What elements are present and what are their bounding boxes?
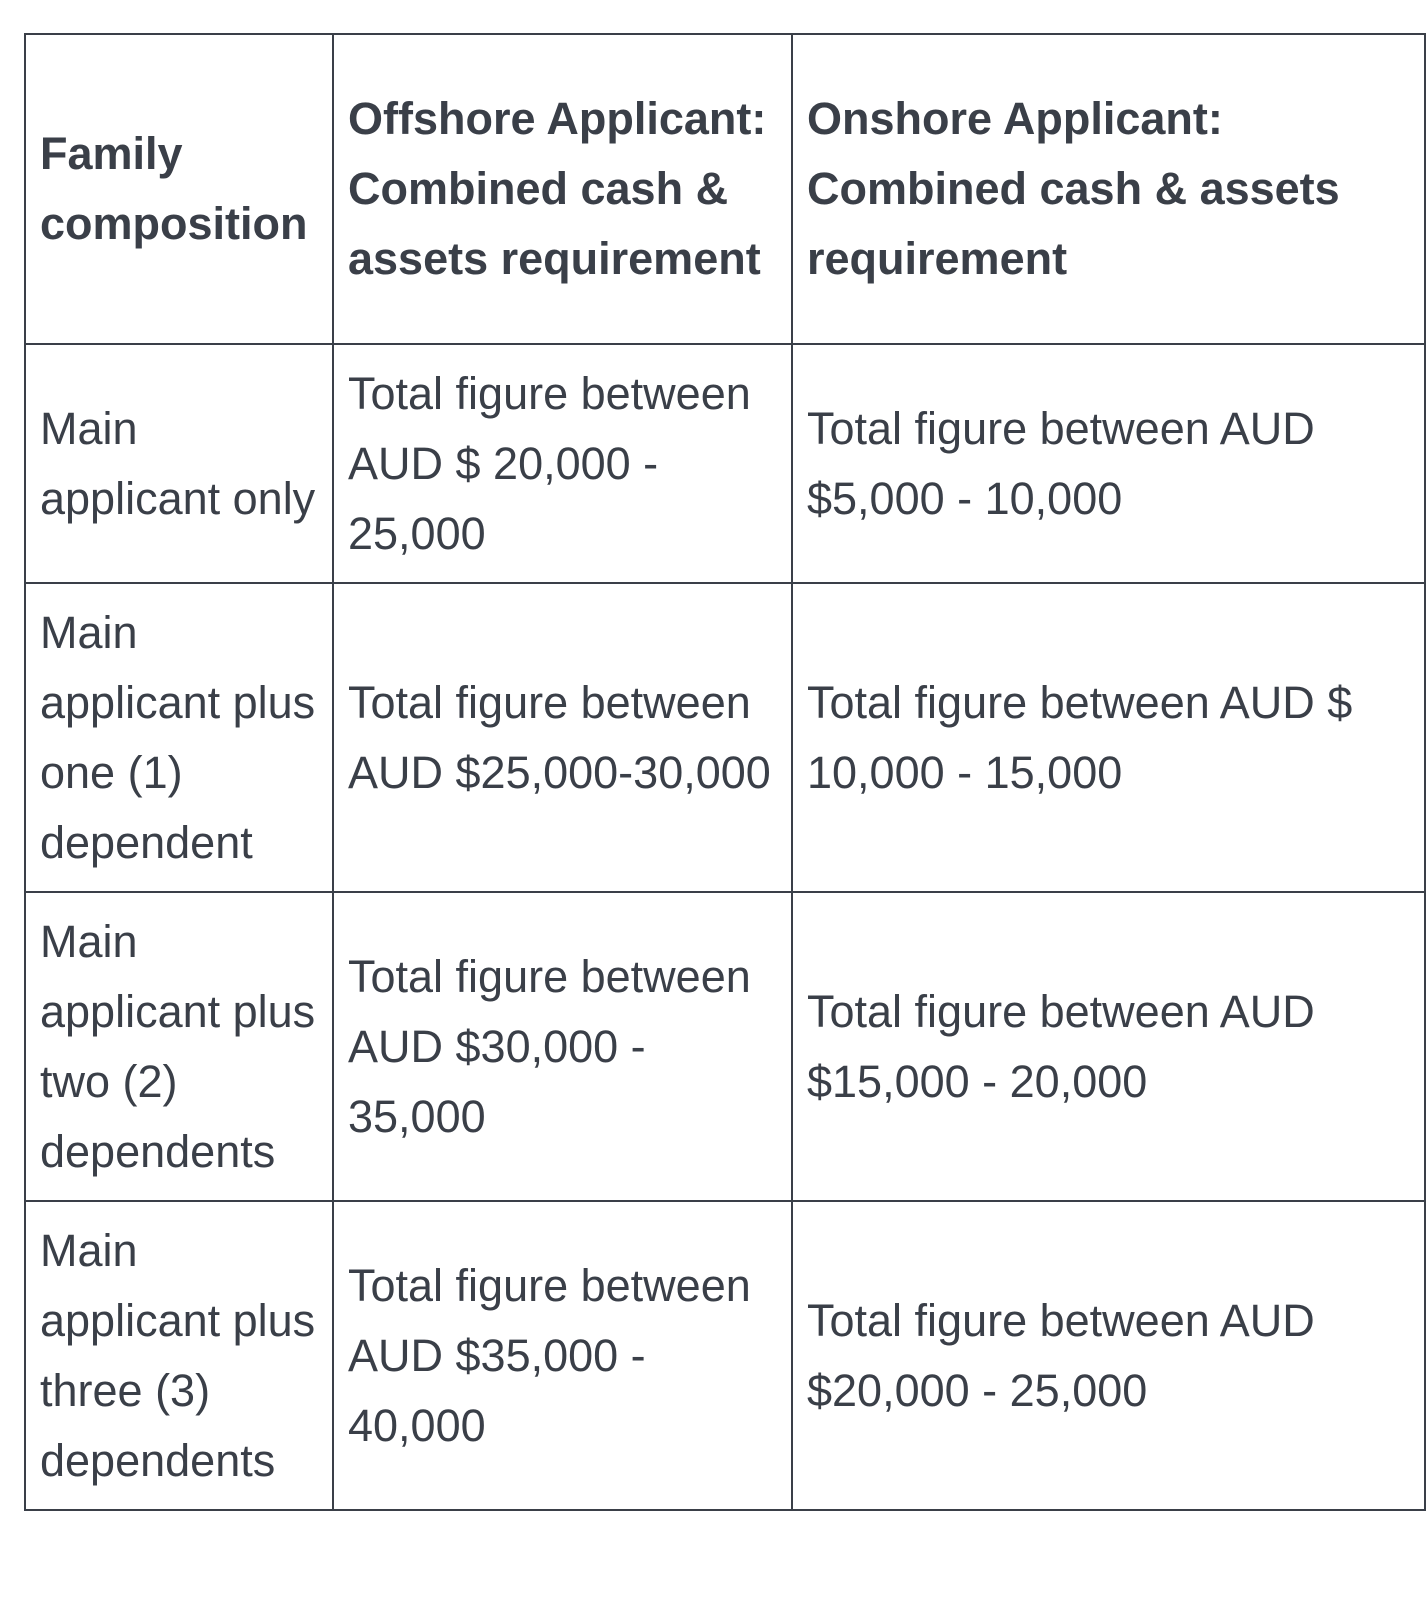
offshore-requirement-cell: Total figure between AUD $ 20,000 - 25,000: [333, 344, 792, 583]
offshore-requirement-cell: Total figure between AUD $35,000 - 40,000: [333, 1201, 792, 1510]
family-composition-cell: Main applicant plus three (3) dependents: [25, 1201, 333, 1510]
table-body: [25, 344, 1425, 1510]
family-composition-cell: Main applicant only: [25, 344, 333, 583]
table-row: [25, 1201, 1425, 1510]
onshore-requirement-cell: Total figure between AUD $5,000 - 10,000: [792, 344, 1425, 583]
table-row: [25, 892, 1425, 1201]
table-viewport[interactable]: [24, 33, 1353, 1583]
header-offshore-applicant: Offshore Applicant: Combined cash & assets requirement: [333, 34, 792, 344]
header-onshore-applicant: Onshore Applicant: Combined cash & assets requirement: [792, 34, 1425, 344]
header-family-composition: Family composition: [25, 34, 333, 344]
onshore-requirement-cell: Total figure between AUD $20,000 - 25,000: [792, 1201, 1425, 1510]
requirements-table: [24, 33, 1426, 1511]
family-composition-cell: Main applicant plus two (2) dependents: [25, 892, 333, 1201]
table-row: [25, 344, 1425, 583]
onshore-requirement-cell: Total figure between AUD $ 10,000 - 15,000: [792, 583, 1425, 892]
offshore-requirement-cell: Total figure between AUD $30,000 - 35,000: [333, 892, 792, 1201]
table-header: [25, 34, 1425, 344]
onshore-requirement-cell: Total figure between AUD $15,000 - 20,000: [792, 892, 1425, 1201]
table-row: [25, 583, 1425, 892]
offshore-requirement-cell: Total figure between AUD $25,000-30,000: [333, 583, 792, 892]
header-row: [25, 34, 1425, 344]
family-composition-cell: Main applicant plus one (1) dependent: [25, 583, 333, 892]
